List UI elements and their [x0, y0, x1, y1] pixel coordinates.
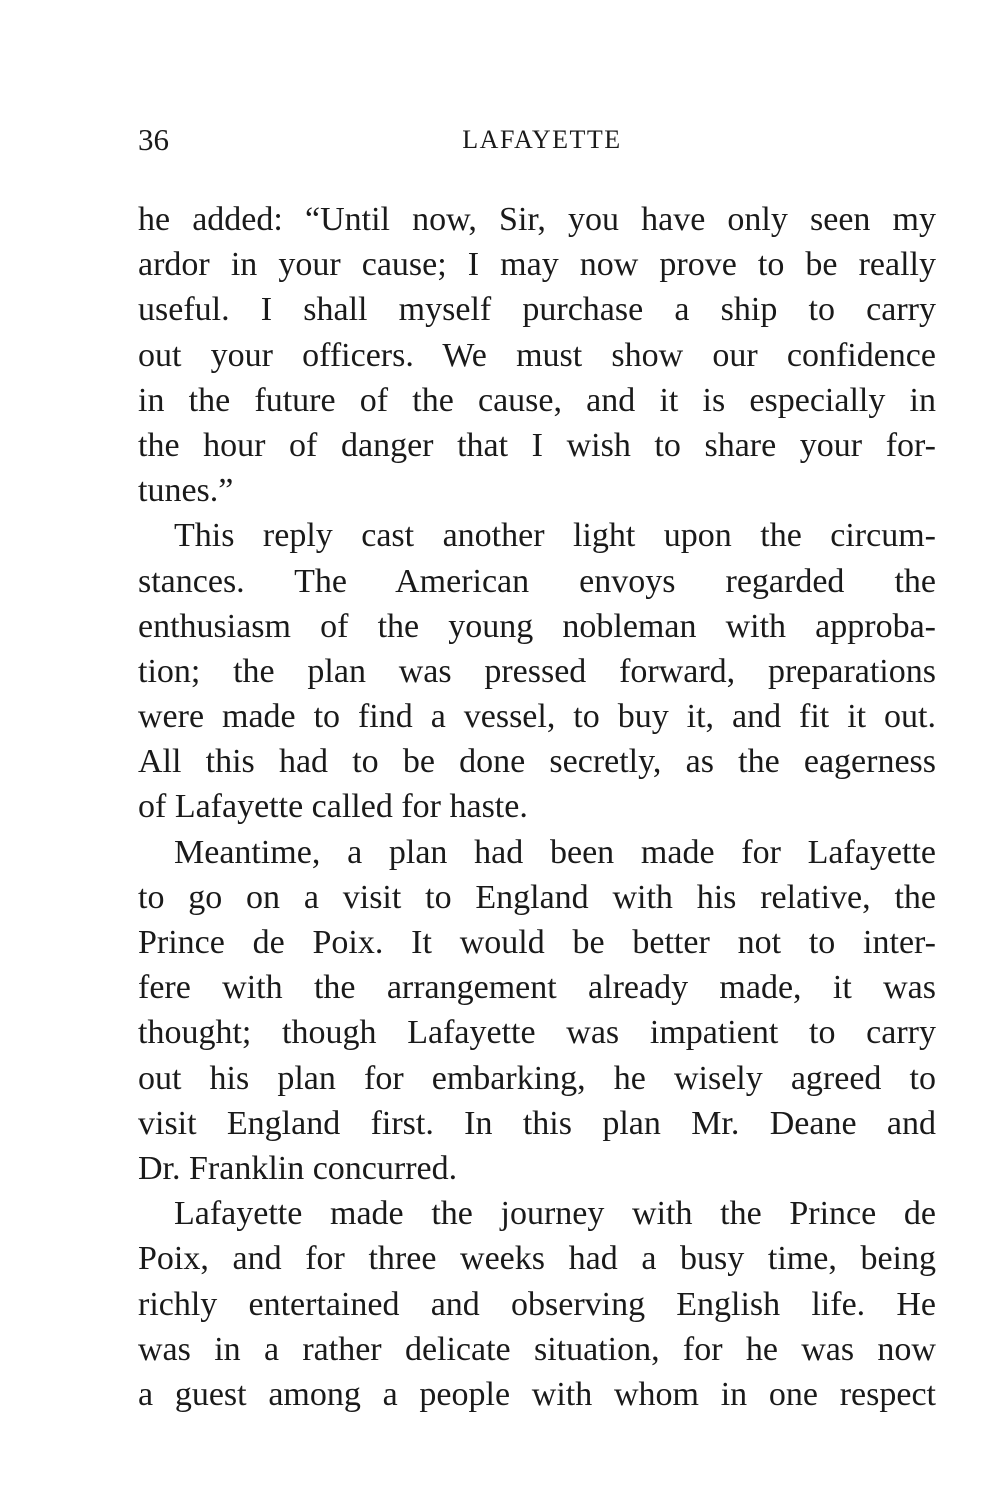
text-line: a guest among a people with whom in one respect	[138, 1375, 936, 1413]
text-line: Lafayette made the journey with the Prince de	[174, 1195, 936, 1233]
page-number: 36	[138, 122, 169, 157]
text-line: visit England first. In this plan Mr. Deane and	[138, 1104, 936, 1142]
text-line: he added: “Until now, Sir, you have only seen my	[138, 201, 936, 238]
text-line: ardor in your cause; I may now prove to be really	[138, 246, 936, 284]
text-line: tion; the plan was pressed forward, preparations	[138, 652, 936, 690]
paragraph	[138, 1191, 936, 1417]
paragraph	[138, 830, 936, 1192]
running-head: LAFAYETTE	[462, 125, 622, 154]
paragraph	[138, 197, 936, 513]
text-line: enthusiasm of the young nobleman with approba-	[138, 607, 936, 645]
paragraph	[138, 513, 936, 829]
text-line: stances. The American envoys regarded the	[138, 562, 936, 600]
text-line: were made to find a vessel, to buy it, and fit it out.	[138, 698, 936, 736]
text-line: Meantime, a plan had been made for Lafayette	[174, 833, 936, 871]
text-line: useful. I shall myself purchase a ship to carry	[138, 291, 936, 329]
text-line: fere with the arrangement already made, it was	[138, 969, 936, 1007]
text-line: This reply cast another light upon the circum-	[174, 517, 936, 555]
text-line: Poix, and for three weeks had a busy time, being	[138, 1240, 936, 1278]
text-line: the hour of danger that I wish to share your for-	[138, 426, 936, 464]
text-line: out your officers. We must show our confidence	[138, 336, 936, 374]
text-line: richly entertained and observing English life. He	[138, 1285, 936, 1323]
text-line: tunes.”	[138, 472, 234, 510]
text-line: thought; though Lafayette was impatient to carry	[138, 1014, 936, 1052]
text-line: out his plan for embarking, he wisely agreed to	[138, 1059, 936, 1097]
text-line: in the future of the cause, and it is especially in	[138, 381, 936, 419]
text-line: All this had to be done secretly, as the eagerness	[138, 743, 936, 781]
text-line: was in a rather delicate situation, for he was now	[138, 1330, 936, 1368]
text-line: Prince de Poix. It would be better not to inter-	[138, 924, 936, 961]
page-header	[138, 118, 936, 162]
body-text	[138, 197, 936, 1417]
text-line: of Lafayette called for haste.	[138, 788, 528, 826]
text-line: Dr. Franklin concurred.	[138, 1149, 458, 1187]
text-line: to go on a visit to England with his relative, the	[138, 878, 936, 916]
